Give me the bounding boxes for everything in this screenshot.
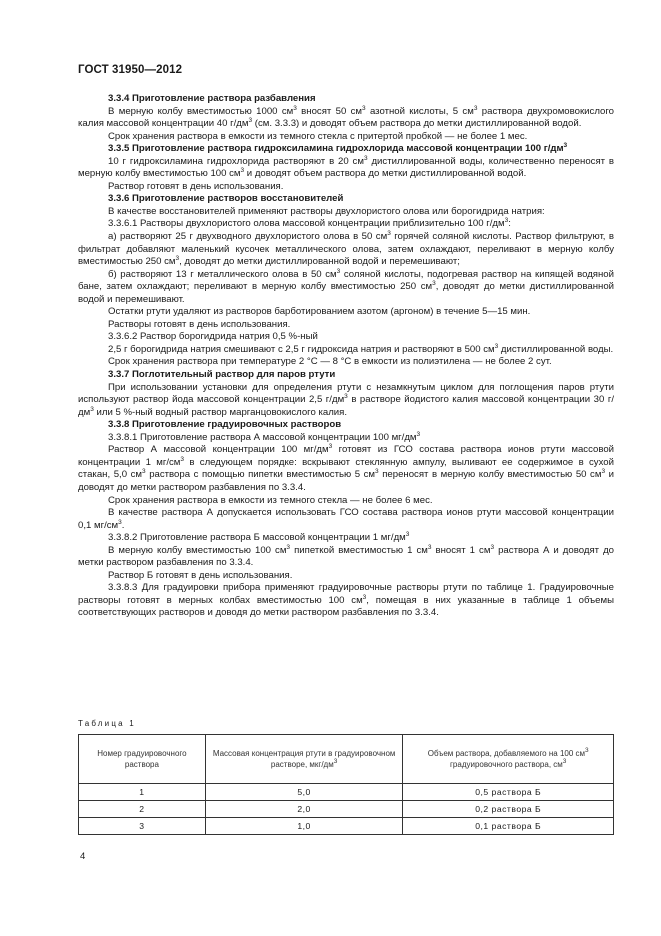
column-header: Объем раствора, добавляемого на 100 $см^3$ градуировочного раствора, $см^3$ (403, 735, 614, 784)
calibration-table (78, 734, 614, 835)
table-cell: 1,0 (205, 818, 403, 835)
section-heading: 3.3.8 Приготовление градуировочных растворов (108, 419, 342, 431)
paragraph: В мерную колбу вместимостью 1000 $см^3$ вносят 50 $см^3$ азотной кислоты, 5 $см^3$ раствора двухромовокислого калия массовой концентрации 40 $г/дм^3$ (см. 3.3.3) и доводят объем раствора до метки дистиллированной водой. (78, 104, 614, 130)
table-row (79, 801, 614, 818)
paragraph: б) растворяют 13 г металлического олова в 50 $см^3$ соляной кислоты, подогревая раствор на кипящей водяной бане, затем охлаждают; переливают в мерную колбу вместимостью 250 $см^3$, доводят до метки дистиллированной водой и перемешивают. (78, 267, 615, 305)
paragraph: 3.3.8.2 Приготовление раствора Б массовой концентрации 1 $мг/дм^3$ (108, 531, 410, 544)
column-header: Номер градуировочного раствора (79, 735, 206, 784)
page-number: 4 (80, 851, 86, 862)
paragraph: Срок хранения раствора в емкости из темного стекла — не более 6 мес. (108, 494, 433, 506)
paragraph: Срок хранения раствора в емкости из темного стекла с притертой пробкой — не более 1 мес. (108, 130, 528, 142)
paragraph: 3.3.8.1 Приготовление раствора А массовой концентрации 100 $мг/дм^3$ (108, 430, 421, 443)
paragraph: 10 г гидроксиламина гидрохлорида растворяют в 20 $см^3$ дистиллированной воды, количественно переносят в мерную колбу вместимостью 100 $см^3$ и доводят объем раствора до метки дистиллированной водой. (78, 154, 614, 180)
table-cell: 0,2 раствора Б (403, 801, 614, 818)
paragraph: При использовании установки для определения ртути с незамкнутым циклом для поглощения паров ртути используют раствор йода массовой концентрации 2,5 $г/дм^3$ в растворе йодистого калия массовой концентрации 30 $г/дм^3$ или 5 %-ный водный раствор марганцовокислого калия. (78, 381, 614, 418)
document-header: ГОСТ 31950—2012 (78, 64, 183, 76)
paragraph: Растворы готовят в день использования. (108, 318, 291, 330)
paragraph: Раствор Б готовят в день использования. (108, 569, 293, 581)
table-cell: 5,0 (205, 784, 403, 801)
table-row (79, 784, 614, 801)
paragraph: В качестве восстановителей применяют растворы двухлористого олова или борогидрида натрия: (108, 205, 545, 217)
column-header: Массовая концентрация ртути в градуировочном растворе, мкг/$дм^3$ (205, 735, 403, 784)
paragraph: В качестве раствора А допускается использовать ГСО состава раствора ионов ртути массовой концентрации 0,1 $мг/см^3$. (78, 507, 614, 531)
paragraph: Раствор готовят в день использования. (108, 180, 284, 192)
table-caption: Таблица 1 (78, 719, 136, 728)
paragraph: 3.3.6.2 Раствор борогидрида натрия 0,5 %-ный (108, 331, 318, 343)
paragraph: Срок хранения раствора при температуре 2 °С — 8 °С в емкости из полиэтилена — не более 2 сут. (108, 356, 552, 368)
paragraph: Раствор А массовой концентрации 100 $мг/дм^3$ готовят из ГСО состава раствора ионов ртути массовой концентрации 1 $мг/см^3$ в следующем порядке: вскрывают стеклянную ампулу, выливают ее содержимое в сухой стакан, 5,0 $см^3$ раствора с помощью пипетки вместимостью 5 $см^3$ переносят в мерную колбу вместимостью 50 $см^3$ и доводят до метки раствором разбавления по 3.3.4. (78, 443, 615, 493)
table-header-row (79, 735, 614, 784)
paragraph: 3.3.8.3 Для градуировки прибора применяют градуировочные растворы ртути по таблице 1. Градуировочные растворы готовят в мерных колбах вместимостью 100 $см^3$, помещая в них указанные в таблице 1 объемы соответствующих растворов и доводя до метки раствором разбавления по 3.3.4. (78, 582, 614, 619)
table-cell: 2,0 (205, 801, 403, 818)
table-row (79, 818, 614, 835)
paragraph: Остатки ртути удаляют из растворов барботированием азотом (аргоном) в течение 5—15 мин. (108, 306, 531, 318)
paragraph: 2,5 г борогидрида натрия смешивают с 2,5 г гидроксида натрия и растворяют в 500 $см^3$ дистиллированной воды. (108, 342, 614, 355)
table-cell: 2 (79, 801, 206, 818)
table-cell: 1 (79, 784, 206, 801)
document-body (78, 93, 614, 620)
section-heading: 3.3.6 Приготовление растворов восстановителей (108, 193, 344, 205)
paragraph: В мерную колбу вместимостью 100 $см^3$ пипеткой вместимостью 1 $см^3$ вносят 1 $см^3$ раствора А и доводят до метки раствором разбавления по 3.3.4. (78, 543, 615, 569)
section-heading: 3.3.7 Поглотительный раствор для паров ртути (108, 369, 336, 381)
table-cell: 0,1 раствора Б (403, 818, 614, 835)
table-cell: 3 (79, 818, 206, 835)
section-heading: 3.3.5 Приготовление раствора гидроксиламина гидрохлорида массовой концентрации 100 $г/дм^3$ (108, 142, 568, 155)
paragraph: а) растворяют 25 г двухводного двухлористого олова в 50 $см^3$ горячей соляной кислоты. Раствор фильтруют, в фильтрат добавляют маленький кусочек металлического олова, затем охлаждают, переливают в мерную колбу вместимостью 250 $см^3$, доводят до метки дистиллированной водой и перемешивают; (78, 230, 614, 268)
table-cell: 0,5 раствора Б (403, 784, 614, 801)
paragraph: 3.3.6.1 Растворы двухлористого олова массовой концентрации приблизительно 100 $г/дм^3$: (108, 217, 511, 230)
section-heading: 3.3.4 Приготовление раствора разбавления (108, 93, 316, 104)
